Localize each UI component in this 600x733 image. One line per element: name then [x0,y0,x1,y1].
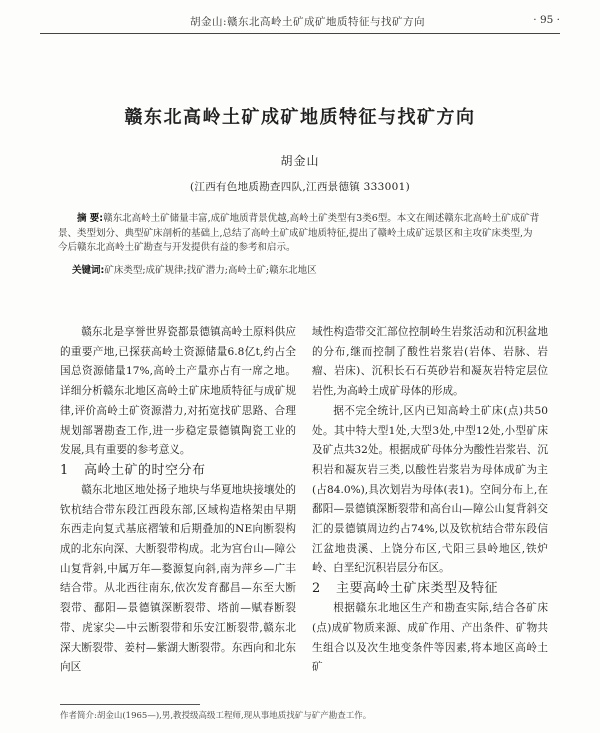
footnote: 作者简介:胡金山(1965—),男,教授级高级工程师,现从事地质找矿与矿产勘查工作。 [60,711,372,721]
author-affiliation: (江西有色地质勘查四队,江西景德镇 333001) [190,181,410,193]
author-name: 胡金山 [280,154,320,168]
article-title: 赣东北高岭土矿成矿地质特征与找矿方向 [124,107,476,128]
right-paragraph-3: 根据赣东北地区生产和勘查实际,结合各矿床(点)成矿物质来源、成矿作用、产出条件、矿物共生组合以及次生地变条件等因素,将本地区高岭土矿 [312,602,548,674]
header-rule [40,33,560,34]
keywords-label: 关键词: [72,265,105,276]
running-title: 胡金山:赣东北高岭土矿成矿地质特征与找矿方向 [190,16,426,28]
page-number: · 95 · [533,14,560,26]
abstract [58,212,542,256]
section-2-heading [312,579,548,599]
right-paragraph-2: 据不完全统计,区内已知高岭土矿床(点)共50处。其中特大型1处,大型3处,中型12处,小型矿床及矿点共32处。根据成矿母体分为酸性岩浆岩、沉积岩和凝灰岩三类,以酸性岩浆岩为母体成矿为主(占84.0%),具次划岩为母体(表1)。空间分布上,在鄱阳—景德镇深断裂带和高台山—障公山复背斜交汇的景德镇周边约占74%,以及钦杭结合带东段信江盆地贵溪、上饶分布区,弋阳三县岭地区,铁炉岭、白垩纪沉积岩层分布区。 [312,404,548,575]
intro-paragraph: 赣东北是享誉世界瓷都景德镇高岭土原料供应的重要产地,已探获高岭土资源储量6.8亿t,约占全国总资源储量17%,高岭土产量亦占有一席之地。详细分析赣东北地区高岭土矿床地质特征与成矿规律,评价高岭土矿资源潜力,对拓宽找矿思路、合理规划部署勘查工作,进一步稳定景德镇陶瓷工业的发展,具有重要的参考意义。 [60,326,296,457]
keywords-text: 矿床类型;成矿规律;找矿潜力;高岭土矿;赣东北地区 [104,265,317,276]
right-column [312,323,548,678]
section-1-paragraph: 赣东北地区地处扬子地块与华夏地块接壤处的钦杭结合带东段江西段东部,区域构造格架由早期东西走向复式基底褶皱和后期叠加的NE向断裂构成的北东向深、大断裂带构成。北为宫台山—障公山复背斜,中属万年—婺源复向斜,南为萍乡—广丰结合带。从北西往南东,依次发育鄱昌—东至大断裂带、鄱阳—景德镇深断裂带、塔前—赋春断裂带、虎家尖—中云断裂带和乐安江断裂带,赣东北深大断裂带、姜村—紫湖大断裂带。东西向和北东向区 [60,483,296,674]
section-1-number: 1 [60,462,69,478]
footnote-rule [60,704,200,705]
keywords [72,264,542,278]
section-2-title: 主要高岭土矿床类型及特征 [336,581,499,597]
section-1-title: 高岭土矿的时空分布 [84,462,206,478]
right-paragraph-1: 域性构造带交汇部位控制岭生岩浆活动和沉积盆地的分布,继而控制了酸性岩浆岩(岩体、岩脉、岩瘤、岩床)、沉积长石石英砂岩和凝灰岩特定层位岩性,为高岭土成矿母体的形成。 [312,326,548,398]
running-header [40,14,560,30]
abstract-label: 摘 要: [77,213,104,224]
abstract-text: 赣东北高岭土矿储量丰富,成矿地质背景优越,高岭土矿类型有3类6型。本文在阐述赣东北高岭土矿成矿背景、类型划分、典型矿床剖析的基础上,总结了高岭土矿成矿地质特征,提出了赣岭土成矿远景区和主攻矿床类型,为今后赣东北高岭土矿勘查与开发提供有益的参考和启示。 [58,213,540,253]
section-2-number: 2 [312,581,321,597]
section-1-heading [60,461,296,481]
left-column [60,323,296,678]
